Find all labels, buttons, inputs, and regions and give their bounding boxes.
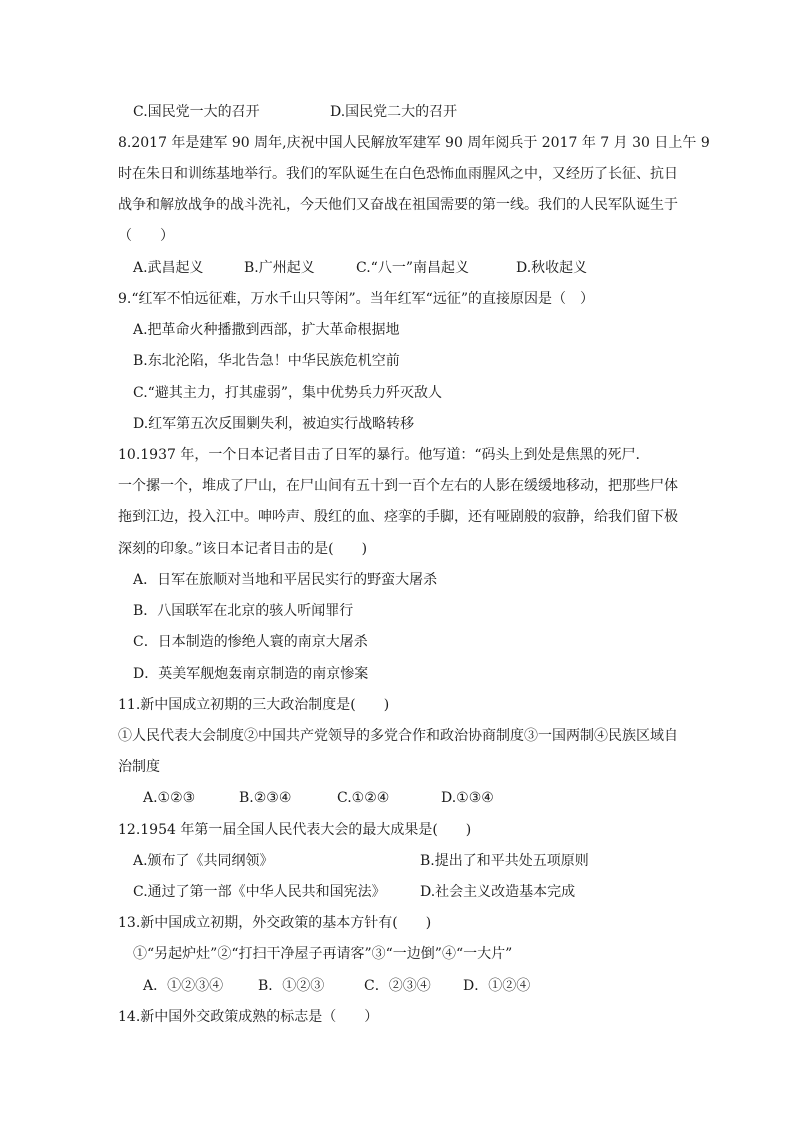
q10-option-c: C．日本制造的惨绝人寰的南京大屠杀 — [133, 634, 368, 650]
q10-option-a: A．日军在旅顺对当地和平居民实行的野蛮大屠杀 — [133, 572, 438, 588]
q7-option-c: C.国民党一大的召开 — [133, 104, 260, 120]
q9-option-d: D.红军第五次反围剿失利，被迫实行战略转移 — [133, 416, 415, 432]
q10-stem-line-2: 一个摞一个，堆成了尸山，在尸山间有五十到一百个左右的人影在缓缓地移动，把那些尸体 — [118, 478, 678, 494]
q13-option-c: C．②③④ — [364, 978, 431, 994]
q9-option-b: B.东北沦陷，华北告急！中华民族危机空前 — [133, 353, 400, 369]
q13-items: ①“另起炉灶”②“打扫干净屋子再请客”③“一边倒”④“一大片” — [133, 946, 513, 962]
q10-stem-line-4: 深刻的印象。”该日本记者目击的是( ) — [118, 541, 368, 557]
q11-items-line-2: 治制度 — [118, 759, 160, 775]
q10-stem-line-3: 拖到江边，投入江中。呻吟声、殷红的血、痉挛的手脚，还有哑剧般的寂静，给我们留下极 — [118, 509, 678, 525]
q10-stem-line-1: 10.1937 年，一个日本记者目击了日军的暴行。他写道：“码头上到处是焦黑的死尸. — [118, 447, 640, 463]
q11-option-c: C.①②④ — [337, 790, 390, 806]
q12-stem: 12.1954 年第一届全国人民代表大会的最大成果是( ) — [118, 822, 472, 838]
q8-answer-blank: （ ） — [118, 228, 174, 244]
q8-option-c: C.“八一”南昌起义 — [356, 260, 469, 276]
q13-option-a: A．①②③④ — [143, 978, 224, 994]
q8-option-b: B.广州起义 — [244, 260, 315, 276]
q12-option-a: A.颁布了《共同纲领》 — [133, 853, 274, 869]
q8-stem-line-2: 时在朱日和训练基地举行。我们的军队诞生在白色恐怖血雨腥风之中，又经历了长征、抗日 — [118, 166, 678, 182]
q10-option-d: D．英美军舰炮轰南京制造的南京惨案 — [133, 666, 369, 682]
q11-option-b: B.②③④ — [239, 790, 292, 806]
q11-stem: 11.新中国成立初期的三大政治制度是( ) — [118, 697, 390, 713]
q7-option-d: D.国民党二大的召开 — [330, 104, 458, 120]
q13-option-b: B．①②③ — [258, 978, 325, 994]
q9-stem: 9.“红军不怕远征难，万水千山只等闲”。当年红军“远征”的直接原因是（ ） — [118, 291, 594, 307]
q11-option-a: A.①②③ — [143, 790, 196, 806]
q9-option-c: C.“避其主力，打其虚弱”，集中优势兵力歼灭敌人 — [133, 385, 442, 401]
q13-option-d: D．①②④ — [463, 978, 531, 994]
q8-stem-line-3: 战争和解放战争的战斗洗礼，今天他们又奋战在祖国需要的第一线。我们的人民军队诞生于 — [118, 197, 678, 213]
q12-option-b: B.提出了和平共处五项原则 — [420, 853, 589, 869]
q9-option-a: A.把革命火种播撒到西部，扩大革命根据地 — [133, 322, 400, 338]
q10-option-b: B．八国联军在北京的骇人听闻罪行 — [133, 603, 354, 619]
q11-option-d: D.①③④ — [441, 790, 494, 806]
q14-stem: 14.新中国外交政策成熟的标志是（ ） — [118, 1009, 379, 1025]
q13-stem: 13.新中国成立初期，外交政策的基本方针有( ) — [118, 915, 432, 931]
q11-items-line-1: ①人民代表大会制度②中国共产党领导的多党合作和政治协商制度③一国两制④民族区域自 — [118, 728, 678, 744]
q8-stem-line-1: 8.2017 年是建军 90 周年,庆祝中国人民解放军建军 90 周年阅兵于 2017 年 7 月 30 日上午 9 — [118, 135, 710, 151]
q8-option-d: D.秋收起义 — [516, 260, 588, 276]
q12-option-c: C.通过了第一部《中华人民共和国宪法》 — [133, 884, 386, 900]
q12-option-d: D.社会主义改造基本完成 — [420, 884, 576, 900]
q8-option-a: A.武昌起义 — [133, 260, 204, 276]
